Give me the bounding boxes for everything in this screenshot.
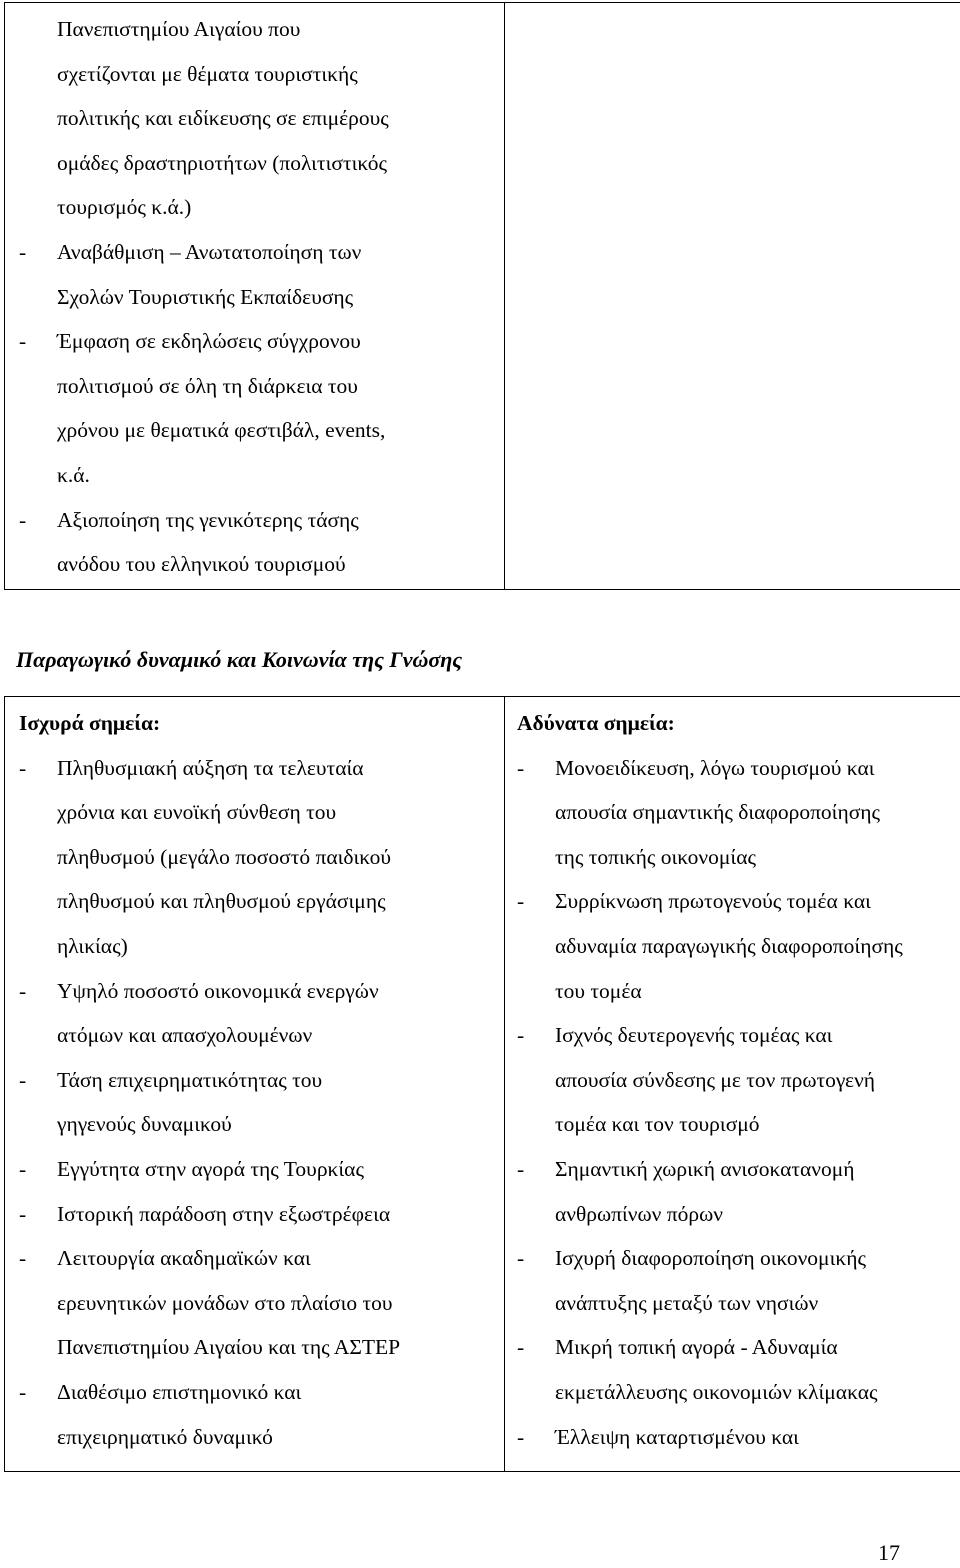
bullet-dash: - xyxy=(19,1370,26,1415)
list-item-text: της τοπικής οικονομίας xyxy=(555,845,756,869)
list-item-continuation xyxy=(19,1415,496,1460)
continued-items xyxy=(19,7,496,587)
list-item-text: τομέα και τον τουρισμό xyxy=(555,1112,760,1136)
continued-table xyxy=(4,2,960,590)
bullet-dash: - xyxy=(517,1147,524,1192)
list-item-text: Πανεπιστημίου Αιγαίου και της ΑΣΤΕΡ xyxy=(57,1335,400,1359)
strengths-cell xyxy=(5,697,505,1472)
list-item-text: πολιτισμού σε όλη τη διάρκεια του xyxy=(57,374,358,398)
list-item xyxy=(517,1013,960,1058)
list-item-text: χρόνου με θεματικά φεστιβάλ, events, xyxy=(57,418,385,442)
list-item-continuation xyxy=(19,453,496,498)
list-item xyxy=(517,879,960,924)
bullet-dash: - xyxy=(19,969,26,1014)
bullet-dash: - xyxy=(517,1325,524,1370)
list-item-text: Έμφαση σε εκδηλώσεις σύγχρονου xyxy=(57,329,361,353)
list-item-continuation xyxy=(19,1281,496,1326)
list-item-text: Πληθυσμιακή αύξηση τα τελευταία xyxy=(57,756,364,780)
list-item-text: Ισχυρή διαφοροποίηση οικονομικής xyxy=(555,1246,866,1270)
continued-table-right-cell xyxy=(505,3,960,590)
list-item xyxy=(19,1370,496,1415)
list-item xyxy=(19,969,496,1014)
list-item-text: ανθρωπίνων πόρων xyxy=(555,1202,723,1226)
bullet-dash: - xyxy=(517,1013,524,1058)
list-item-text: σχετίζονται με θέματα τουριστικής xyxy=(57,62,358,86)
list-item-text: Ιστορική παράδοση στην εξωστρέφεια xyxy=(57,1202,390,1226)
strengths-list xyxy=(19,746,496,1460)
list-item xyxy=(517,746,960,791)
page-number: 17 xyxy=(878,1538,900,1568)
list-item-continuation xyxy=(19,364,496,409)
list-item-text: πολιτικής και ειδίκευσης σε επιμέρους xyxy=(57,106,389,130)
list-item-continuation xyxy=(19,96,496,141)
bullet-dash: - xyxy=(19,230,26,275)
list-item-text: Εγγύτητα στην αγορά της Τουρκίας xyxy=(57,1157,364,1181)
list-item-text: Ισχνός δευτερογενής τομέας και xyxy=(555,1023,832,1047)
list-item xyxy=(19,746,496,791)
list-item-text: ανάπτυξης μεταξύ των νησιών xyxy=(555,1291,818,1315)
list-item-text: Διαθέσιμο επιστημονικό και xyxy=(57,1380,301,1404)
list-item xyxy=(19,1236,496,1281)
list-item-continuation xyxy=(517,835,960,880)
continued-table-left-cell xyxy=(5,3,505,590)
list-item-text: επιχειρηματικό δυναμικό xyxy=(57,1425,273,1449)
list-item-text: Μικρή τοπική αγορά - Αδυναμία xyxy=(555,1335,838,1359)
list-item-text: ερευνητικών μονάδων στο πλαίσιο του xyxy=(57,1291,393,1315)
list-item-continuation xyxy=(19,7,496,52)
list-item-continuation xyxy=(19,141,496,186)
list-item-continuation xyxy=(19,1325,496,1370)
bullet-dash: - xyxy=(19,498,26,543)
list-item xyxy=(517,1415,960,1460)
list-item-continuation xyxy=(517,1058,960,1103)
list-item-text: Σημαντική χωρική ανισοκατανομή xyxy=(555,1157,855,1181)
list-item-text: απουσία σύνδεσης με τον πρωτογενή xyxy=(555,1068,875,1092)
bullet-dash: - xyxy=(19,1058,26,1103)
list-item-text: Αξιοποίηση της γενικότερης τάσης xyxy=(57,508,359,532)
list-item-continuation xyxy=(517,1192,960,1237)
list-item xyxy=(19,319,496,364)
list-item xyxy=(517,1325,960,1370)
strengths-heading: Ισχυρά σημεία: xyxy=(19,701,496,746)
list-item-continuation xyxy=(19,185,496,230)
bullet-dash: - xyxy=(19,1236,26,1281)
bullet-dash: - xyxy=(19,319,26,364)
list-item-text: Υψηλό ποσοστό οικονομικά ενεργών xyxy=(57,979,379,1003)
bullet-dash: - xyxy=(517,746,524,791)
list-item-continuation xyxy=(19,835,496,880)
list-item-text: γηγενούς δυναμικού xyxy=(57,1112,232,1136)
list-item-text: του τομέα xyxy=(555,979,642,1003)
list-item-text: Αναβάθμιση – Ανωτατοποίηση των xyxy=(57,240,361,264)
list-item-text: πληθυσμού και πληθυσμού εργάσιμης xyxy=(57,889,386,913)
list-item-continuation xyxy=(19,408,496,453)
list-item xyxy=(19,230,496,275)
list-item xyxy=(19,1058,496,1103)
list-item-continuation xyxy=(517,790,960,835)
list-item-continuation xyxy=(19,924,496,969)
weaknesses-cell xyxy=(505,697,960,1472)
list-item-text: τουρισμός κ.ά.) xyxy=(57,195,191,219)
list-item-continuation xyxy=(517,1281,960,1326)
weaknesses-list xyxy=(517,746,960,1460)
list-item-text: πληθυσμού (μεγάλο ποσοστό παιδικού xyxy=(57,845,391,869)
list-item-continuation xyxy=(19,542,496,587)
section-title: Παραγωγικό δυναμικό και Κοινωνία της Γνώσης xyxy=(16,638,462,682)
bullet-dash: - xyxy=(517,1236,524,1281)
list-item xyxy=(19,1147,496,1192)
list-item-text: Τάση επιχειρηματικότητας του xyxy=(57,1068,322,1092)
list-item-text: απουσία σημαντικής διαφοροποίησης xyxy=(555,800,880,824)
bullet-dash: - xyxy=(517,879,524,924)
list-item-continuation xyxy=(517,1370,960,1415)
list-item-text: Μονοειδίκευση, λόγω τουρισμού και xyxy=(555,756,875,780)
list-item-continuation xyxy=(19,1102,496,1147)
list-item xyxy=(517,1236,960,1281)
list-item xyxy=(19,1192,496,1237)
list-item-text: Πανεπιστημίου Αιγαίου που xyxy=(57,17,300,41)
list-item-continuation xyxy=(19,790,496,835)
list-item-text: Σχολών Τουριστικής Εκπαίδευσης xyxy=(57,285,353,309)
list-item-text: εκμετάλλευσης οικονομιών κλίμακας xyxy=(555,1380,878,1404)
list-item-text: Λειτουργία ακαδημαϊκών και xyxy=(57,1246,311,1270)
list-item-text: ηλικίας) xyxy=(57,934,128,958)
list-item xyxy=(19,498,496,543)
list-item-text: Συρρίκνωση πρωτογενούς τομέα και xyxy=(555,889,871,913)
list-item-text: χρόνια και ευνοϊκή σύνθεση του xyxy=(57,800,336,824)
weaknesses-heading: Αδύνατα σημεία: xyxy=(517,701,960,746)
list-item-text: κ.ά. xyxy=(57,463,90,487)
bullet-dash: - xyxy=(19,746,26,791)
bullet-dash: - xyxy=(19,1192,26,1237)
list-item-text: αδυναμία παραγωγικής διαφοροποίησης xyxy=(555,934,903,958)
bullet-dash: - xyxy=(517,1415,524,1460)
list-item-continuation xyxy=(517,969,960,1014)
list-item-continuation xyxy=(19,52,496,97)
list-item-text: ομάδες δραστηριοτήτων (πολιτιστικός xyxy=(57,151,387,175)
list-item-text: ανόδου του ελληνικού τουρισμού xyxy=(57,552,346,576)
list-item-continuation xyxy=(19,1013,496,1058)
list-item-continuation xyxy=(19,275,496,320)
list-item-continuation xyxy=(517,1102,960,1147)
list-item-continuation xyxy=(19,879,496,924)
list-item xyxy=(517,1147,960,1192)
bullet-dash: - xyxy=(19,1147,26,1192)
list-item-text: Έλλειψη καταρτισμένου και xyxy=(555,1425,799,1449)
swot-table xyxy=(4,696,960,1472)
list-item-text: ατόμων και απασχολουμένων xyxy=(57,1023,312,1047)
list-item-continuation xyxy=(517,924,960,969)
